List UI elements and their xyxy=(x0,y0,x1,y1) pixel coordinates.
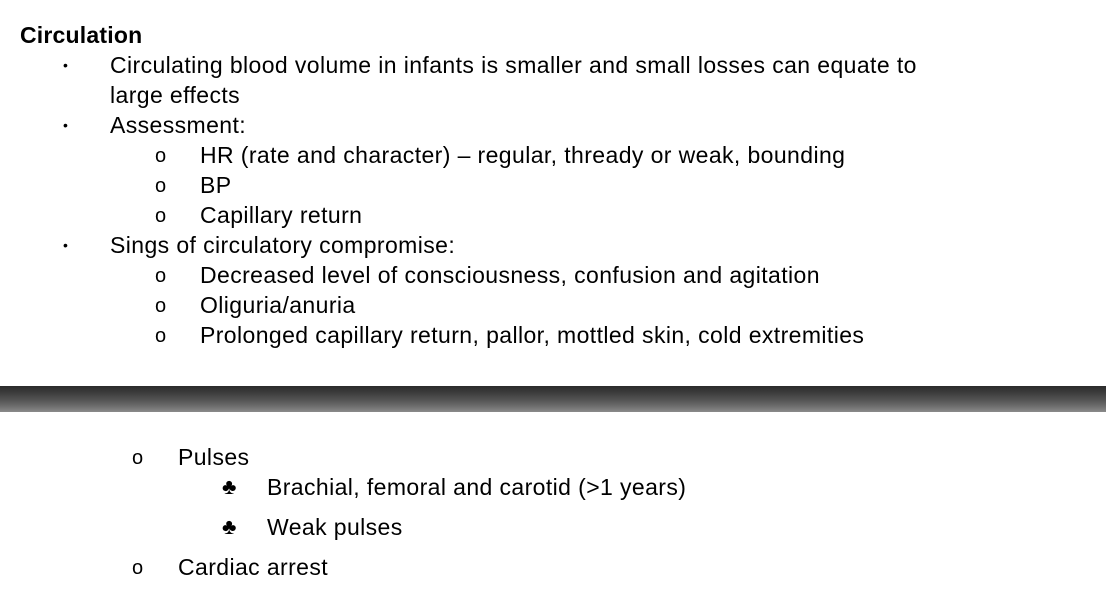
sub-list-text: Cardiac arrest xyxy=(178,554,329,580)
sub-bullet-marker: o xyxy=(132,557,144,579)
page-break-divider xyxy=(0,386,1106,412)
sub-bullet-marker: o xyxy=(132,447,144,469)
sub-bullet-marker: o xyxy=(155,175,167,197)
sub-bullet-marker: o xyxy=(155,145,167,167)
sub-list-text: BP xyxy=(200,172,232,198)
sub-bullet-marker: o xyxy=(155,205,167,227)
bullet-text: Assessment: xyxy=(110,112,247,138)
sub-list-text: Pulses xyxy=(178,444,250,470)
bullet-marker: • xyxy=(63,117,68,133)
nested-list-text: Brachial, femoral and carotid (>1 years) xyxy=(267,474,687,500)
bullet-text: Circulating blood volume in infants is smaller and small losses can equate to xyxy=(110,52,917,78)
sub-list-text: Decreased level of consciousness, confusion and agitation xyxy=(200,262,820,288)
bullet-text: Sings of circulatory compromise: xyxy=(110,232,456,258)
sub-list-text: Oliguria/anuria xyxy=(200,292,356,318)
club-bullet-icon: ♣ xyxy=(222,474,237,499)
bullet-marker: • xyxy=(63,237,68,253)
sub-bullet-marker: o xyxy=(155,325,167,347)
document-page-lower xyxy=(0,412,1106,595)
sub-list-text: HR (rate and character) – regular, thready or weak, bounding xyxy=(200,142,846,168)
sub-bullet-marker: o xyxy=(155,265,167,287)
sub-bullet-marker: o xyxy=(155,295,167,317)
club-bullet-icon: ♣ xyxy=(222,514,237,539)
bullet-marker: • xyxy=(63,57,68,73)
nested-list-text: Weak pulses xyxy=(267,514,403,540)
bullet-text: large effects xyxy=(110,82,241,108)
sub-list-text: Capillary return xyxy=(200,202,363,228)
sub-list-text: Prolonged capillary return, pallor, mottled skin, cold extremities xyxy=(200,322,865,348)
section-heading: Circulation xyxy=(20,22,143,48)
